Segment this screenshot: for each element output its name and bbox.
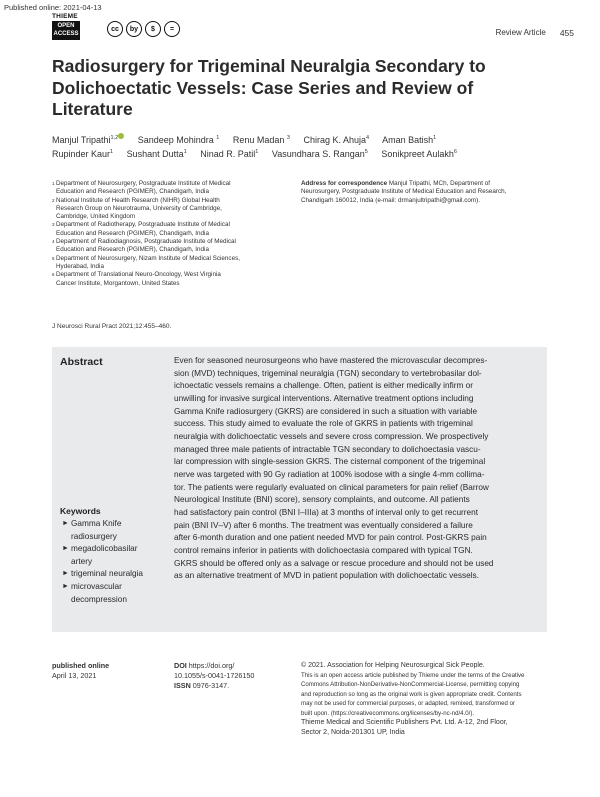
thieme-open-access-logo [52,13,82,44]
copyright-license: © 2021. Association for Helping Neurosurgical Sick People. This is an open access article published by Thieme under the terms of the Creative Commons Attribution-NonDerivative-NonCommercial-License, permitting copying and reproduction so long as the original work is given appropriate credit. Contents may not be used for commercial purposes, or adapted, remixed, transformed or built upon. (https://creativecommons.org/licenses/by-nc-nd/4.0/). Thieme Medical and Scientific Publishers Pvt. Ltd. A-12, 2nd Floor, Sector 2, Noida-201301 UP, India [301,661,541,738]
keyword-item: ► microvascular decompression [62,581,127,604]
abstract-body: Even for seasoned neurosurgeons who have mastered the microvascular decompres- sion (MVD) techniques, trigeminal neuralgia (TGN) secondary to vertebrobasilar dol- ichoectatic vessels remains a challenge. Often, patient is either medically infirm or unwilling for invasive surgical interventions. Alternative treatment options including Gamma Knife radiosurgery (GKRS) are considered in such a situation with variable success. This study aimed to evaluate the role of GKRS in patients with trigeminal neuralgia with dolichoectatic vessels and severe cross compression. We prospectively managed three male patients of intractable TGN secondary to dolichoectasia vascu- lar compression with single-session GKRS. The cisternal component of the trigeminal nerve was targeted with 90 Gy radiation at 100% isodose with a single 4-mm collima- tor. The patients were regularly evaluated on clinical parameters for pain relief (Barrow Neurological Institute (BNI) score), sensory complaints, and outcome. All patients had satisfactory pain control (BNI I–IIIa) at 3 months of interval only to get recurrent pain (BNI IV–V) after 6 months. The treatment was eventually considered a failure after 6-month duration and one patient needed MVD for pain control. Post-GKRS pain control remains inferior in patients with dolichoectasia compared with typical TGN. GKRS should be offered only as a salvage or rescue procedure and should not be used as an alternative treatment of MVD in patient population with dolichoectatic vessels. [174,356,494,581]
keyword-item: ► trigeminal neuralgia [62,569,143,579]
page-number: 455 [559,28,574,38]
license-icons [107,21,180,37]
running-header [496,28,574,38]
doi-link[interactable]: https://doi.org/ [188,661,235,670]
cc-icon: cc [107,21,123,37]
author[interactable]: Rupinder Kaur$^1$ [52,149,114,159]
author[interactable]: Ninad R. Patil$^1$ [200,149,259,159]
keyword-item: ► Gamma Knife radiosurgery [62,519,122,541]
noderivatives-icon: = [164,21,180,37]
author[interactable]: Aman Batish$^1$ [382,135,437,145]
correspondence-email[interactable]: Chandigarh 160012, India (e-mail: drmanjultripathi@gmail.com). [301,196,480,204]
license-url[interactable]: built upon. (https://creativecommons.org/licenses/by-nc-nd/4.0/). [301,709,475,717]
orcid-icon[interactable] [118,133,124,139]
affiliation: 4 Department of Radiodiagnosis, Postgraduate Institute of Medical Education and Research (PGIMER), Chandigarh, India [52,238,236,254]
noncommercial-icon: $ [145,21,161,37]
keywords-list [62,518,167,606]
correspondence-label: Address for correspondence [301,180,388,187]
affiliation: 2 National Institute of Health Research (NIHR) Global Health Research Group on Neurotrauma, University of Cambridge, Cambridge, United Kingdom [52,196,222,221]
journal-citation: J Neurosci Rural Pract 2021;12:455–460. [52,323,172,330]
authors-line-2 [52,149,468,159]
article-type: Review Article [495,28,546,37]
affiliation: 6 Department of Translational Neuro-Oncology, West Virginia Cancer Institute, Morgantown, United States [52,271,221,287]
correspondence-address: Address for correspondence Manjul Tripathi, MCh, Department of Neurosurgery, Postgraduate Institute of Medical Education and Research, Chandigarh 160012, India (e-mail: drmanjultripathi@gmail.com). [301,180,539,205]
published-online-info: published online April 13, 2021 [52,661,110,680]
author[interactable]: Vasundhara S. Rangan$^5$ [271,149,368,159]
keywords-heading: Keywords [60,506,101,516]
logo-open-access-box [52,21,80,40]
article-title: Radiosurgery for Trigeminal Neuralgia Secondary to Dolichoectatic Vessels: Case Series and Review of Literature [52,56,486,119]
abstract-heading: Abstract [60,356,103,368]
affiliation: 1 Department of Neurosurgery, Postgraduate Institute of Medical Education and Research (PGIMER), Chandigarh, India [52,180,231,196]
author[interactable]: Sonikpreet Aulakh$^6$ [381,149,457,159]
logo-thieme-text: THIEME [52,13,78,20]
published-online-stamp: Published online: 2021-04-13 [4,3,102,12]
keyword-item: ► megadolicobasilar artery [62,544,138,566]
author[interactable]: Manjul Tripathi$^{1,2}$ [52,135,124,145]
doi-issn-info: DOI https://doi.org/ 10.1055/s-0041-1726150 ISSN 0976-3147. [174,661,255,690]
logo-access-text: ACCESS [53,31,79,37]
author[interactable]: Sandeep Mohindra $^1$ [137,135,220,145]
authors-line-1 [52,133,447,145]
logo-open-text: OPEN [57,23,75,29]
by-attribution-icon: by [126,21,142,37]
author[interactable]: Sushant Dutta$^1$ [126,149,187,159]
affiliation: 3 Department of Radiotherapy, Postgraduate Institute of Medical Education and Research (PGIMER), Chandigarh, India [52,221,230,237]
doi-link-cont[interactable]: 10.1055/s-0041-1726150 [174,671,255,680]
affiliations [52,180,292,288]
author[interactable]: Renu Madan $^3$ [232,135,290,145]
author[interactable]: Chirag K. Ahuja$^4$ [303,135,370,145]
affiliation: 5 Department of Neurosurgery, Nizam Institute of Medical Sciences, Hyderabad, India [52,254,240,270]
